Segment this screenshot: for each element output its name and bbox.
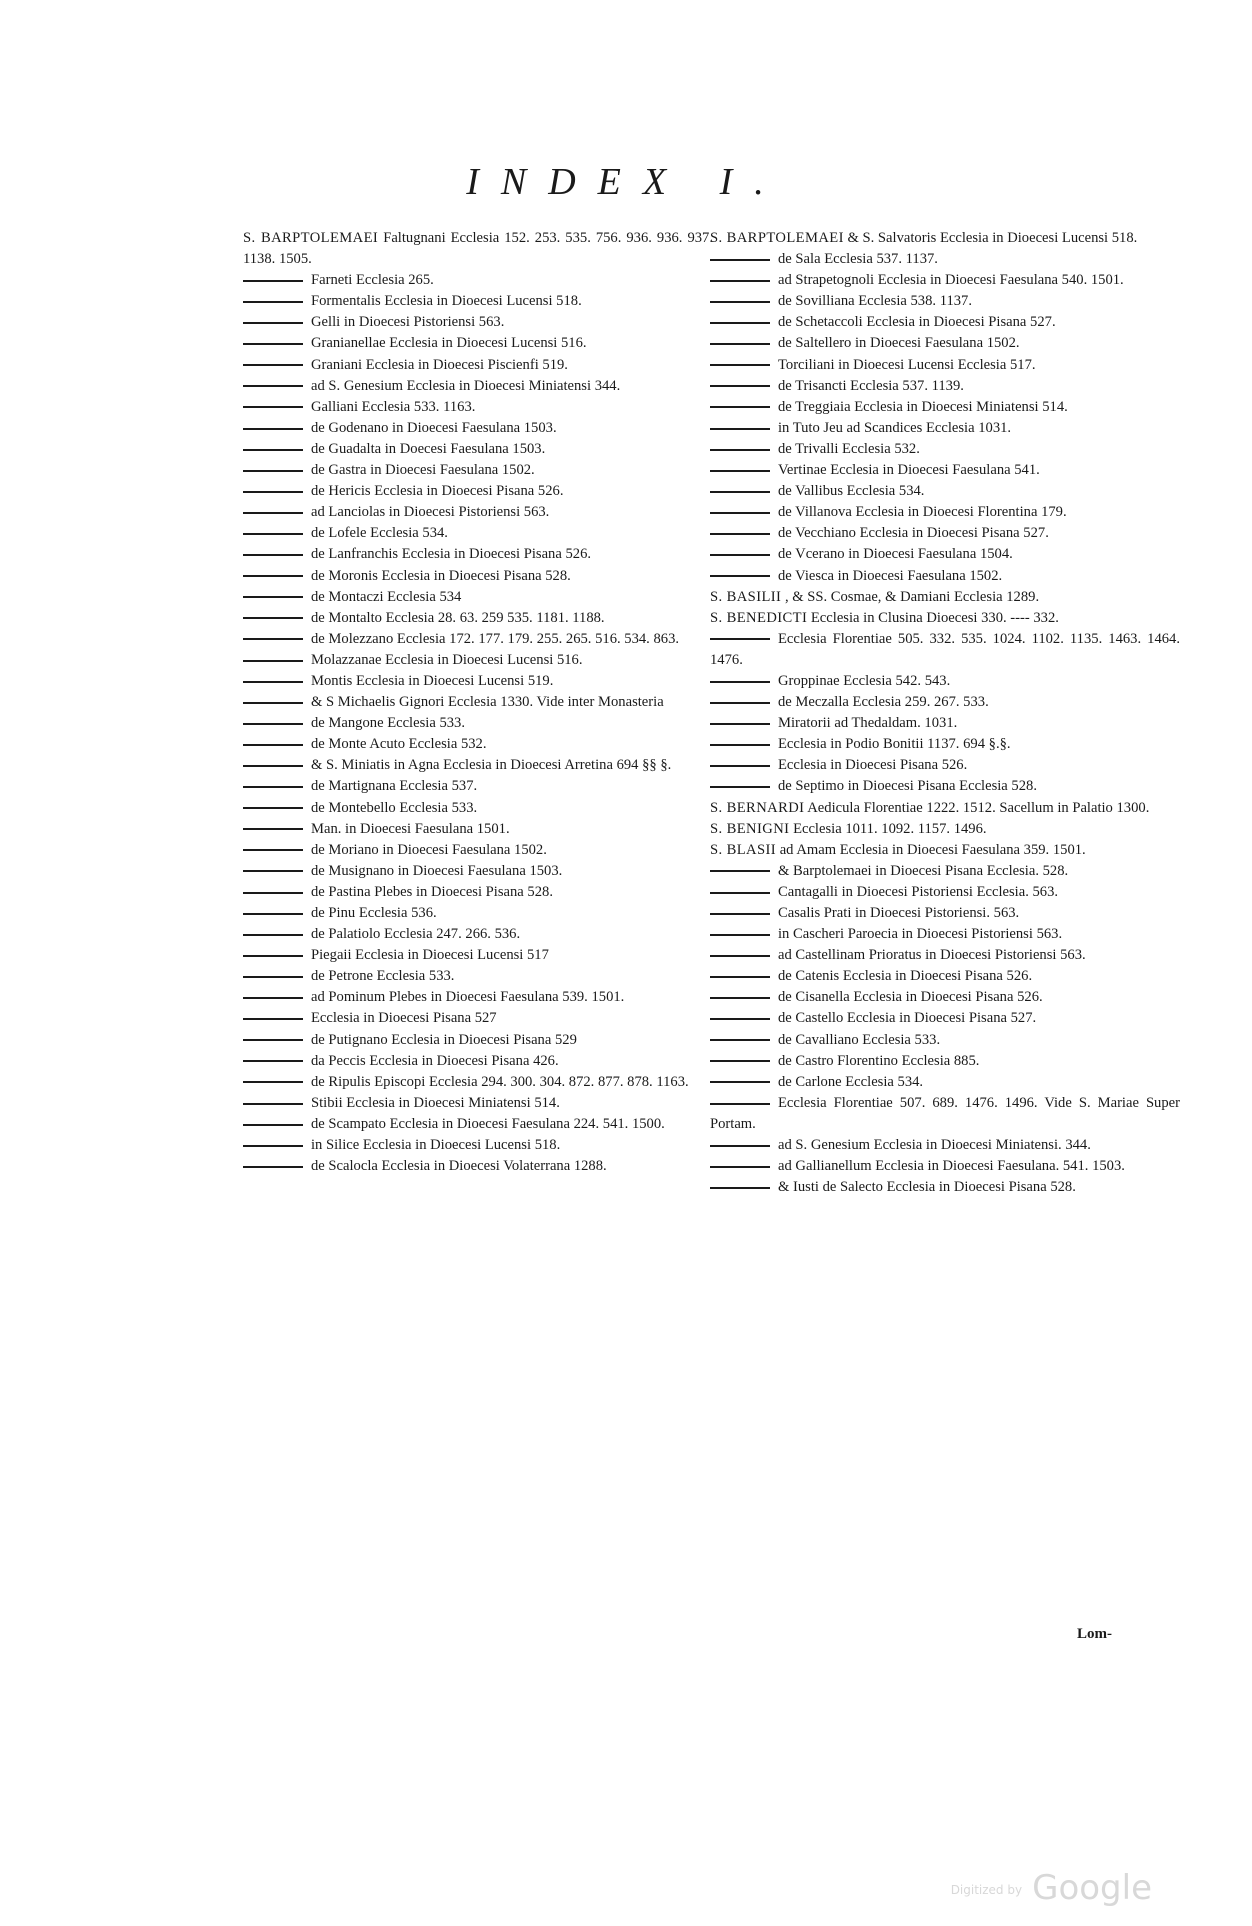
- index-entry: [710, 861, 1180, 882]
- ditto-dash: [710, 385, 770, 387]
- ditto-dash: [243, 976, 303, 978]
- index-entry: [710, 776, 1180, 797]
- index-entry: [710, 1072, 1180, 1093]
- ditto-dash: [243, 449, 303, 451]
- ditto-dash: [710, 470, 770, 472]
- entry-text: Graniani Ecclesia in Dioecesi Piscienfi 519.: [311, 356, 568, 373]
- entry-text: & S. Miniatis in Agna Ecclesia in Dioecesi Arretina 694 §§ §.: [311, 757, 672, 774]
- entry-text: de Cisanella Ecclesia in Dioecesi Pisana 526.: [778, 989, 1043, 1006]
- index-entry: [710, 587, 1180, 608]
- ditto-dash: [710, 1187, 770, 1189]
- entry-heading: S. BARPTOLEMAEI: [710, 230, 844, 246]
- index-entry: [243, 460, 713, 481]
- index-entry: [243, 903, 713, 924]
- entry-text: de Lanfranchis Ecclesia in Dioecesi Pisana 526.: [311, 546, 592, 563]
- index-entry: [243, 966, 713, 987]
- entry-text: Molazzanae Ecclesia in Dioecesi Lucensi 516.: [311, 651, 583, 668]
- index-entry: [710, 882, 1180, 903]
- ditto-dash: [710, 1081, 770, 1083]
- index-entry: [243, 608, 713, 629]
- index-entry: [243, 376, 713, 397]
- entry-text: Vertinae Ecclesia in Dioecesi Faesulana 541.: [778, 462, 1040, 479]
- entry-text: Ecclesia in Dioecesi Pisana 527: [311, 1010, 497, 1027]
- entry-text: de Castello Ecclesia in Dioecesi Pisana 527.: [778, 1010, 1037, 1027]
- entry-text: de Palatiolo Ecclesia 247. 266. 536.: [311, 926, 521, 943]
- ditto-dash: [710, 491, 770, 493]
- entry-text: de Godenano in Dioecesi Faesulana 1503.: [311, 419, 557, 436]
- entry-text: ad Castellinam Prioratus in Dioecesi Pistoriensi 563.: [778, 947, 1086, 964]
- ditto-dash: [243, 470, 303, 472]
- index-entry: [243, 755, 713, 776]
- ditto-dash: [243, 575, 303, 577]
- entry-text: ad S. Genesium Ecclesia in Dioecesi Miniatensi. 344.: [778, 1137, 1091, 1154]
- index-entry: [710, 692, 1180, 713]
- entry-text: Aedicula Florentiae 1222. 1512. Sacellum in Palatio 1300.: [807, 799, 1150, 816]
- ditto-dash: [243, 638, 303, 640]
- ditto-dash: [243, 385, 303, 387]
- index-entry: [710, 291, 1180, 312]
- index-entry: [710, 671, 1180, 692]
- ditto-dash: [710, 934, 770, 936]
- index-entry: [243, 312, 713, 333]
- index-entry: [710, 713, 1180, 734]
- ditto-dash: [243, 301, 303, 303]
- index-entry: [710, 1051, 1180, 1072]
- ditto-dash: [243, 554, 303, 556]
- index-entry: [710, 355, 1180, 376]
- entry-text: Piegaii Ecclesia in Dioecesi Lucensi 517: [311, 947, 549, 964]
- entry-text: de Hericis Ecclesia in Dioecesi Pisana 526.: [311, 483, 564, 500]
- entry-text: de Villanova Ecclesia in Dioecesi Florentina 179.: [778, 504, 1067, 521]
- entry-text: , & SS. Cosmae, & Damiani Ecclesia 1289.: [784, 588, 1040, 605]
- entry-text: ad Pominum Plebes in Dioecesi Faesulana 539. 1501.: [311, 989, 625, 1006]
- ditto-dash: [243, 892, 303, 894]
- entry-text: de Meczalla Ecclesia 259. 267. 533.: [778, 694, 989, 711]
- entry-text: de Moriano in Dioecesi Faesulana 1502.: [311, 841, 547, 858]
- entry-text: Granianellae Ecclesia in Dioecesi Lucensi 516.: [311, 335, 587, 352]
- index-entry: [243, 418, 713, 439]
- entry-heading: S. BASILII: [710, 588, 782, 605]
- entry-heading: S. BLASII: [710, 841, 777, 858]
- entry-text: & Iusti de Salecto Ecclesia in Dioecesi Pisana 528.: [778, 1179, 1076, 1196]
- index-entry: [710, 228, 1180, 249]
- entry-text: Ecclesia Florentiae 507. 689. 1476. 1496. Vide S. Mariae Super Portam.: [710, 1094, 1180, 1132]
- index-entry: [710, 734, 1180, 755]
- index-entry: [710, 439, 1180, 460]
- index-entry: [243, 776, 713, 797]
- entry-heading: S. BENIGNI: [710, 820, 790, 837]
- watermark-brand: Google: [1032, 1868, 1152, 1908]
- index-entry: [243, 882, 713, 903]
- ditto-dash: [243, 364, 303, 366]
- index-entry: [243, 692, 713, 713]
- ditto-dash: [710, 1018, 770, 1020]
- ditto-dash: [243, 807, 303, 809]
- entry-text: ad Strapetognoli Ecclesia in Dioecesi Faesulana 540. 1501.: [778, 272, 1124, 289]
- ditto-dash: [710, 512, 770, 514]
- entry-heading: S. BERNARDI: [710, 799, 805, 816]
- entry-text: & S Michaelis Gignori Ecclesia 1330. Vide inter Monasteria: [311, 694, 664, 711]
- entry-text: ad Lanciolas in Dioecesi Pistoriensi 563.: [311, 504, 550, 521]
- ditto-dash: [243, 406, 303, 408]
- ditto-dash: [710, 681, 770, 683]
- index-entry: [710, 523, 1180, 544]
- entry-heading: S. BARPTOLEMAEI: [243, 230, 379, 246]
- ditto-dash: [243, 744, 303, 746]
- entry-text: in Cascheri Paroecia in Dioecesi Pistoriensi 563.: [778, 926, 1063, 943]
- entry-text: ad Gallianellum Ecclesia in Dioecesi Faesulana. 541. 1503.: [778, 1158, 1125, 1175]
- entry-text: in Silice Ecclesia in Dioecesi Lucensi 518.: [311, 1137, 561, 1154]
- index-entry: [710, 840, 1180, 861]
- index-entry: [710, 481, 1180, 502]
- index-entry: [710, 987, 1180, 1008]
- index-entry: [710, 755, 1180, 776]
- ditto-dash: [710, 301, 770, 303]
- entry-text: & Barptolemaei in Dioecesi Pisana Ecclesia. 528.: [778, 862, 1069, 879]
- index-entry: [710, 270, 1180, 291]
- entry-text: de Scalocla Ecclesia in Dioecesi Volaterrana 1288.: [311, 1158, 607, 1175]
- ditto-dash: [243, 1145, 303, 1147]
- entry-text: de Scampato Ecclesia in Dioecesi Faesulana 224. 541. 1500.: [311, 1115, 665, 1132]
- index-entry: [243, 1114, 713, 1135]
- ditto-dash: [243, 1060, 303, 1062]
- ditto-dash: [243, 617, 303, 619]
- entry-text: de Vallibus Ecclesia 534.: [778, 483, 925, 500]
- index-entry: [243, 228, 713, 270]
- entry-text: & S. Salvatoris Ecclesia in Dioecesi Lucensi 518.: [847, 230, 1138, 246]
- ditto-dash: [243, 596, 303, 598]
- entry-text: de Guadalta in Doecesi Faesulana 1503.: [311, 440, 546, 457]
- entry-text: de Trivalli Ecclesia 532.: [778, 440, 920, 457]
- entry-text: de Mangone Ecclesia 533.: [311, 715, 465, 732]
- entry-text: Formentalis Ecclesia in Dioecesi Lucensi 518.: [311, 293, 582, 310]
- index-entry: [243, 270, 713, 291]
- ditto-dash: [710, 997, 770, 999]
- index-entry: [710, 460, 1180, 481]
- ditto-dash: [243, 702, 303, 704]
- index-entry: [243, 671, 713, 692]
- index-entry: [710, 397, 1180, 418]
- index-entry: [243, 713, 713, 734]
- entry-text: de Sala Ecclesia 537. 1137.: [778, 251, 938, 268]
- ditto-dash: [710, 765, 770, 767]
- entry-text: Ecclesia Florentiae 505. 332. 535. 1024. 1102. 1135. 1463. 1464. 1476.: [710, 630, 1180, 668]
- ditto-dash: [243, 1039, 303, 1041]
- index-entry: [243, 629, 713, 650]
- index-entry: [710, 418, 1180, 439]
- ditto-dash: [710, 870, 770, 872]
- ditto-dash: [710, 955, 770, 957]
- ditto-dash: [243, 870, 303, 872]
- index-entry: [710, 1135, 1180, 1156]
- ditto-dash: [243, 913, 303, 915]
- ditto-dash: [243, 1124, 303, 1126]
- index-entry: [243, 798, 713, 819]
- ditto-dash: [243, 1166, 303, 1168]
- ditto-dash: [710, 976, 770, 978]
- index-entry: [710, 819, 1180, 840]
- index-entry: [710, 945, 1180, 966]
- ditto-dash: [710, 1145, 770, 1147]
- entry-text: de Gastra in Dioecesi Faesulana 1502.: [311, 462, 535, 479]
- index-entry: [710, 566, 1180, 587]
- index-entry: [710, 544, 1180, 565]
- index-entry: [243, 650, 713, 671]
- index-entry: [243, 945, 713, 966]
- ditto-dash: [710, 575, 770, 577]
- ditto-dash: [710, 786, 770, 788]
- entry-text: in Tuto Jeu ad Scandices Ecclesia 1031.: [778, 419, 1012, 436]
- entry-text: Montis Ecclesia in Dioecesi Lucensi 519.: [311, 672, 554, 689]
- ditto-dash: [243, 280, 303, 282]
- entry-text: Galliani Ecclesia 533. 1163.: [311, 398, 476, 415]
- entry-text: de Viesca in Dioecesi Faesulana 1502.: [778, 567, 1003, 584]
- index-entry: [243, 544, 713, 565]
- entry-text: Stibii Ecclesia in Dioecesi Miniatensi 514.: [311, 1094, 560, 1111]
- ditto-dash: [710, 723, 770, 725]
- index-entry: [710, 312, 1180, 333]
- entry-text: de Sovilliana Ecclesia 538. 1137.: [778, 293, 972, 310]
- index-entry: [243, 1093, 713, 1114]
- ditto-dash: [243, 1018, 303, 1020]
- index-entry: [243, 333, 713, 354]
- index-entry: [243, 734, 713, 755]
- ditto-dash: [243, 681, 303, 683]
- index-entry: [710, 1156, 1180, 1177]
- index-entry: [243, 924, 713, 945]
- ditto-dash: [710, 322, 770, 324]
- index-entry: [710, 903, 1180, 924]
- index-entry: [710, 629, 1180, 671]
- ditto-dash: [243, 828, 303, 830]
- index-entry: [710, 502, 1180, 523]
- entry-text: Cantagalli in Dioecesi Pistoriensi Ecclesia. 563.: [778, 883, 1059, 900]
- entry-text: Ecclesia 1011. 1092. 1157. 1496.: [793, 820, 987, 837]
- ditto-dash: [243, 849, 303, 851]
- ditto-dash: [243, 660, 303, 662]
- entry-heading: S. BENEDICTI: [710, 609, 808, 626]
- entry-text: de Treggiaia Ecclesia in Dioecesi Miniatensi 514.: [778, 398, 1068, 415]
- ditto-dash: [710, 702, 770, 704]
- index-entry: [710, 249, 1180, 270]
- entry-text: de Musignano in Dioecesi Faesulana 1503.: [311, 862, 563, 879]
- entry-text: de Vecchiano Ecclesia in Dioecesi Pisana 527.: [778, 525, 1049, 542]
- ditto-dash: [710, 1103, 770, 1105]
- entry-text: de Septimo in Dioecesi Pisana Ecclesia 528.: [778, 778, 1037, 795]
- ditto-dash: [243, 955, 303, 957]
- ditto-dash: [243, 428, 303, 430]
- index-entry: [710, 608, 1180, 629]
- entry-text: de Montaczi Ecclesia 534: [311, 588, 462, 605]
- entry-text: de Pastina Plebes in Dioecesi Pisana 528.: [311, 883, 553, 900]
- entry-text: de Ripulis Episcopi Ecclesia 294. 300. 304. 872. 877. 878. 1163.: [311, 1073, 689, 1090]
- ditto-dash: [710, 449, 770, 451]
- ditto-dash: [710, 280, 770, 282]
- index-entry: [243, 439, 713, 460]
- page-title: INDEX I.: [466, 161, 786, 203]
- entry-text: Farneti Ecclesia 265.: [311, 272, 434, 289]
- index-entry: [243, 355, 713, 376]
- index-entry: [243, 587, 713, 608]
- ditto-dash: [710, 364, 770, 366]
- index-entry: [710, 333, 1180, 354]
- catchword: Lom-: [1077, 1626, 1112, 1642]
- index-entry: [243, 523, 713, 544]
- entry-text: de Martignana Ecclesia 537.: [311, 778, 478, 795]
- index-entry: [710, 924, 1180, 945]
- index-entry: [243, 861, 713, 882]
- entry-text: Groppinae Ecclesia 542. 543.: [778, 672, 951, 689]
- index-entry: [243, 566, 713, 587]
- digitized-watermark: [951, 1868, 1152, 1908]
- ditto-dash: [243, 997, 303, 999]
- ditto-dash: [710, 406, 770, 408]
- ditto-dash: [710, 1060, 770, 1062]
- index-entry: [243, 1008, 713, 1029]
- entry-text: Man. in Dioecesi Faesulana 1501.: [311, 820, 510, 837]
- ditto-dash: [243, 322, 303, 324]
- ditto-dash: [710, 554, 770, 556]
- index-entry: [243, 291, 713, 312]
- ditto-dash: [243, 765, 303, 767]
- entry-text: de Monte Acuto Ecclesia 532.: [311, 736, 487, 753]
- entry-text: ad S. Genesium Ecclesia in Dioecesi Miniatensi 344.: [311, 377, 621, 394]
- ditto-dash: [243, 491, 303, 493]
- entry-text: de Saltellero in Dioecesi Faesulana 1502.: [778, 335, 1020, 352]
- entry-text: Ecclesia in Dioecesi Pisana 526.: [778, 757, 968, 774]
- entry-text: Ecclesia in Podio Bonitii 1137. 694 §.§.: [778, 736, 1011, 753]
- index-entry: [243, 481, 713, 502]
- entry-text: Casalis Prati in Dioecesi Pistoriensi. 563.: [778, 905, 1020, 921]
- ditto-dash: [243, 343, 303, 345]
- ditto-dash: [710, 343, 770, 345]
- ditto-dash: [710, 744, 770, 746]
- entry-text: de Catenis Ecclesia in Dioecesi Pisana 526.: [778, 968, 1033, 985]
- entry-text: de Trisancti Ecclesia 537. 1139.: [778, 377, 964, 394]
- index-entry: [710, 1030, 1180, 1051]
- entry-text: de Petrone Ecclesia 533.: [311, 968, 455, 985]
- ditto-dash: [710, 913, 770, 915]
- ditto-dash: [710, 1039, 770, 1041]
- index-column-right: [710, 228, 1180, 1198]
- entry-text: Torciliani in Dioecesi Lucensi Ecclesia 517.: [778, 356, 1036, 373]
- entry-text: Miratorii ad Thedaldam. 1031.: [778, 715, 958, 732]
- entry-text: de Montalto Ecclesia 28. 63. 259 535. 1181. 1188.: [311, 609, 605, 626]
- index-entry: [243, 819, 713, 840]
- index-entry: [243, 397, 713, 418]
- index-entry: [710, 1093, 1180, 1135]
- entry-text: ad Amam Ecclesia in Dioecesi Faesulana 359. 1501.: [779, 841, 1086, 858]
- watermark-prefix: Digitized by: [950, 1882, 1023, 1897]
- ditto-dash: [710, 533, 770, 535]
- ditto-dash: [710, 638, 770, 640]
- index-entry: [710, 798, 1180, 819]
- entry-text: da Peccis Ecclesia in Dioecesi Pisana 426.: [311, 1052, 559, 1069]
- ditto-dash: [243, 512, 303, 514]
- index-entry: [710, 966, 1180, 987]
- index-entry: [243, 1051, 713, 1072]
- index-entry: [710, 376, 1180, 397]
- entry-text: de Castro Florentino Ecclesia 885.: [778, 1052, 980, 1069]
- ditto-dash: [710, 428, 770, 430]
- entry-text: de Montebello Ecclesia 533.: [311, 799, 478, 816]
- entry-text: de Moronis Ecclesia in Dioecesi Pisana 528.: [311, 567, 571, 584]
- entry-text: de Pinu Ecclesia 536.: [311, 905, 437, 921]
- ditto-dash: [710, 259, 770, 261]
- entry-text: Ecclesia in Clusina Dioecesi 330. ---- 332.: [810, 609, 1059, 626]
- index-entry: [243, 1135, 713, 1156]
- ditto-dash: [243, 786, 303, 788]
- entry-text: de Cavalliano Ecclesia 533.: [778, 1031, 941, 1048]
- entry-text: de Putignano Ecclesia in Dioecesi Pisana 529: [311, 1031, 577, 1048]
- entry-text: de Molezzano Ecclesia 172. 177. 179. 255. 265. 516. 534. 863.: [311, 630, 680, 647]
- entry-text: Faltugnani Ecclesia 152. 253. 535. 756. 936. 936. 937. 1138. 1505.: [243, 230, 713, 268]
- index-entry: [243, 502, 713, 523]
- entry-text: de Carlone Ecclesia 534.: [778, 1073, 924, 1090]
- index-entry: [243, 1072, 713, 1093]
- index-entry: [243, 987, 713, 1008]
- index-entry: [710, 1177, 1180, 1198]
- entry-text: de Schetaccoli Ecclesia in Dioecesi Pisana 527.: [778, 314, 1056, 331]
- ditto-dash: [243, 1103, 303, 1105]
- ditto-dash: [243, 934, 303, 936]
- index-column-left: [243, 228, 713, 1177]
- entry-text: de Vcerano in Dioecesi Faesulana 1504.: [778, 546, 1013, 563]
- index-entry: [710, 1008, 1180, 1029]
- ditto-dash: [243, 533, 303, 535]
- index-entry: [243, 840, 713, 861]
- ditto-dash: [710, 892, 770, 894]
- ditto-dash: [710, 1166, 770, 1168]
- ditto-dash: [243, 1081, 303, 1083]
- ditto-dash: [243, 723, 303, 725]
- index-entry: [243, 1030, 713, 1051]
- index-entry: [243, 1156, 713, 1177]
- entry-text: de Lofele Ecclesia 534.: [311, 525, 448, 542]
- entry-text: Gelli in Dioecesi Pistoriensi 563.: [311, 314, 505, 331]
